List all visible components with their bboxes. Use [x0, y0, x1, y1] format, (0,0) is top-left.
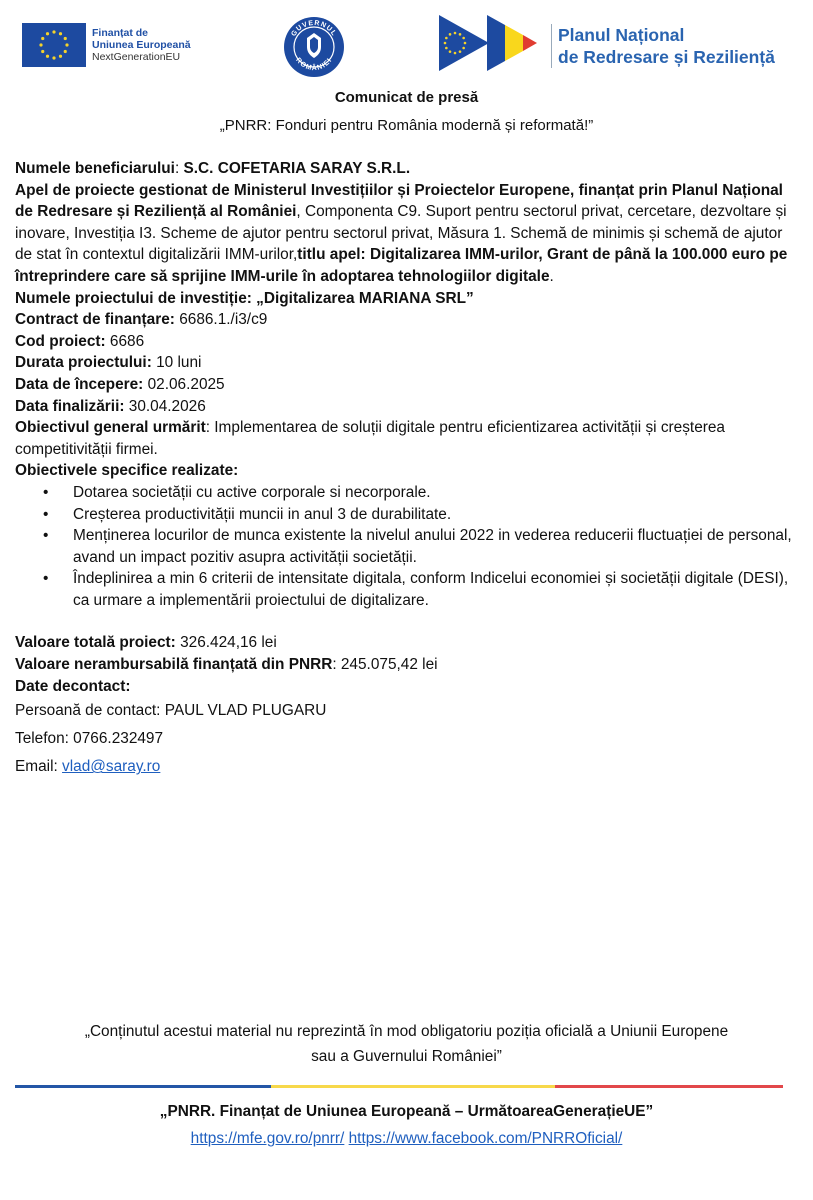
divider-yellow: [271, 1085, 555, 1088]
field-project-code: [15, 331, 800, 353]
eu-star-icon: [462, 37, 465, 40]
general-objective: [15, 417, 800, 460]
footer-link-facebook[interactable]: https://www.facebook.com/PNRROficial/: [348, 1130, 623, 1147]
eu-star-icon: [52, 56, 55, 59]
field-label: Data de începere:: [15, 375, 144, 393]
field-project-name: [15, 288, 800, 310]
contact-email-link[interactable]: vlad@saray.ro: [62, 758, 161, 776]
total-value: 326.424,16 lei: [175, 634, 277, 652]
eu-star-icon: [454, 32, 457, 35]
field-label: Cod proiect:: [15, 332, 106, 350]
specific-objectives-list: [15, 482, 800, 612]
disclaimer: [0, 1019, 813, 1069]
eu-star-icon: [445, 37, 448, 40]
eu-star-icon: [449, 33, 452, 36]
contact-phone: Telefon: 0766.232497: [15, 730, 164, 748]
pnrr-arrows-icon: [439, 15, 545, 76]
field-start-date: [15, 374, 800, 396]
specific-objectives-heading: Obiectivele specifice realizate:: [15, 462, 239, 480]
eu-star-icon: [449, 50, 452, 53]
field-label: Durata proiectului:: [15, 354, 152, 372]
field-end-date: [15, 396, 800, 418]
footer-link-mfe[interactable]: https://mfe.gov.ro/pnrr/: [190, 1130, 345, 1147]
eu-star-icon: [41, 37, 44, 40]
field-value: 30.04.2026: [124, 397, 206, 415]
call-normal-text: , Componenta C9. Suport pentru sectorul privat, cercetare, dezvoltare și inovare, Investiția I3. Scheme de ajutor pentru sectorul privat, Măsura 1. Schemă de minimis și schemă de ajutor de stat în contextul digitalizării IMM-urilor,: [15, 203, 787, 264]
field-value: „Digitalizarea MARIANA SRL”: [251, 289, 474, 307]
page-subtitle: „PNRR: Fonduri pentru România modernă și reformată!”: [219, 117, 594, 134]
eu-star-icon: [459, 50, 462, 53]
field-value: 6686.1./i3/c9: [174, 311, 268, 329]
grant-value-label: Valoare nerambursabilă finanțată din PNRR: [15, 656, 333, 674]
field-value: 02.06.2025: [143, 375, 225, 393]
tricolor-divider: [15, 1085, 783, 1088]
field-value: 6686: [105, 332, 145, 350]
field-label: Contract de finanțare:: [15, 311, 175, 329]
page-title: Comunicat de presă: [334, 89, 479, 106]
eu-star-icon: [59, 55, 62, 58]
divider-blue: [15, 1085, 271, 1088]
contact-person: Persoană de contact: PAUL VLAD PLUGARU: [15, 702, 327, 720]
eu-star-icon: [464, 42, 467, 45]
contact-details: [15, 697, 800, 781]
pnrr-logo-line1: Planul Național: [558, 24, 685, 45]
press-release-body: [15, 158, 800, 781]
eu-star-icon: [52, 30, 55, 33]
general-objective-value: : Implementarea de soluții digitale pentru eficientizarea activității și creșterea competitivității firmei.: [15, 419, 725, 458]
eu-star-icon: [59, 32, 62, 35]
gov-seal-top-text: GUVERNUL: [290, 19, 338, 38]
eu-star-icon: [444, 42, 447, 45]
eu-star-icon: [65, 43, 68, 46]
eu-star-icon: [46, 32, 49, 35]
field-contract: [15, 309, 800, 331]
grant-value: : 245.075,42 lei: [332, 656, 438, 674]
disclaimer-line2: [0, 1044, 813, 1069]
field-value: 10 luni: [151, 354, 202, 372]
field-label: Data finalizării:: [15, 397, 125, 415]
contact-heading: Date decontact:: [15, 677, 131, 695]
footer-title: „PNRR. Finanțat de Uniunea Europeană – UrmătoareaGenerațieUE”: [159, 1103, 654, 1120]
eu-flag-icon: [22, 23, 86, 67]
romanian-government-seal-icon: [283, 16, 345, 78]
beneficiary-sep: :: [174, 160, 184, 177]
field-duration: [15, 352, 800, 374]
contact-email-label: Email:: [15, 758, 63, 776]
field-label: Numele proiectului de investiție:: [15, 289, 252, 307]
eu-logo-line1: Finanțat de: [92, 27, 149, 39]
eu-star-icon: [462, 47, 465, 50]
eu-funding-logo: [22, 23, 191, 67]
general-objective-label: Obiectivul general urmărit: [15, 419, 206, 437]
eu-logo-line3: NextGenerationEU: [92, 51, 181, 63]
beneficiary-value: S.C. COFETARIA SARAY S.R.L.: [183, 160, 411, 177]
grant-value-line: [15, 654, 800, 676]
total-value-line: [15, 632, 800, 654]
pnrr-logo: [439, 15, 775, 76]
list-item: • Dotarea societății cu active corporale si necorporale.: [73, 482, 800, 504]
eu-star-icon: [41, 50, 44, 53]
beneficiary-line: [15, 158, 800, 180]
call-end: .: [549, 267, 554, 285]
disclaimer-line2-text: sau a Guvernului României”: [311, 1048, 502, 1065]
call-bold-intro: Apel de proiecte gestionat de Ministerul Investițiilor și Proiectelor Europene, finanțat prin Planul Național de Redresare și Reziliență al României: [15, 181, 783, 221]
eu-star-icon: [445, 47, 448, 50]
eu-star-icon: [46, 55, 49, 58]
eu-star-icon: [64, 50, 67, 53]
eu-star-icon: [454, 52, 457, 55]
disclaimer-line1: „Conținutul acestui material nu reprezintă în mod obligatoriu poziția oficială a Uniunii Europene: [84, 1023, 729, 1040]
eu-star-icon: [459, 33, 462, 36]
eu-star-icon: [64, 37, 67, 40]
footer-links: [0, 1130, 813, 1148]
list-item: • Creșterea productivității muncii in anul 3 de durabilitate.: [73, 504, 800, 526]
divider-red: [555, 1085, 783, 1088]
call-title: titlu apel: Digitalizarea IMM-urilor, Grant de până la 100.000 euro pe întreprindere care să sprijine IMM-urile în adoptarea tehnologiilor digitale: [15, 246, 788, 285]
gov-seal-bottom-text: ROMÂNIEI: [294, 56, 334, 73]
beneficiary-label: Numele beneficiarului: [15, 160, 175, 177]
pnrr-logo-line2: de Redresare și Reziliență: [558, 46, 775, 67]
eu-star-icon: [39, 43, 42, 46]
total-value-label: Valoare totală proiect:: [15, 634, 176, 652]
list-item: • Îndeplinirea a min 6 criterii de intensitate digitala, conform Indicelui economiei și societății digitale (DESI), ca urmare a implementării proiectului de digitalizare.: [73, 568, 800, 611]
contact-email-line: [15, 753, 800, 781]
page-header: [0, 0, 813, 90]
call-description: [15, 180, 800, 288]
eu-logo-line2: Uniunea Europeană: [92, 39, 191, 51]
list-item: • Menținerea locurilor de munca existente la nivelul anului 2022 in vederea reducerii fluctuației de personal, avand un impact pozitiv asupra activității societății.: [73, 525, 800, 568]
